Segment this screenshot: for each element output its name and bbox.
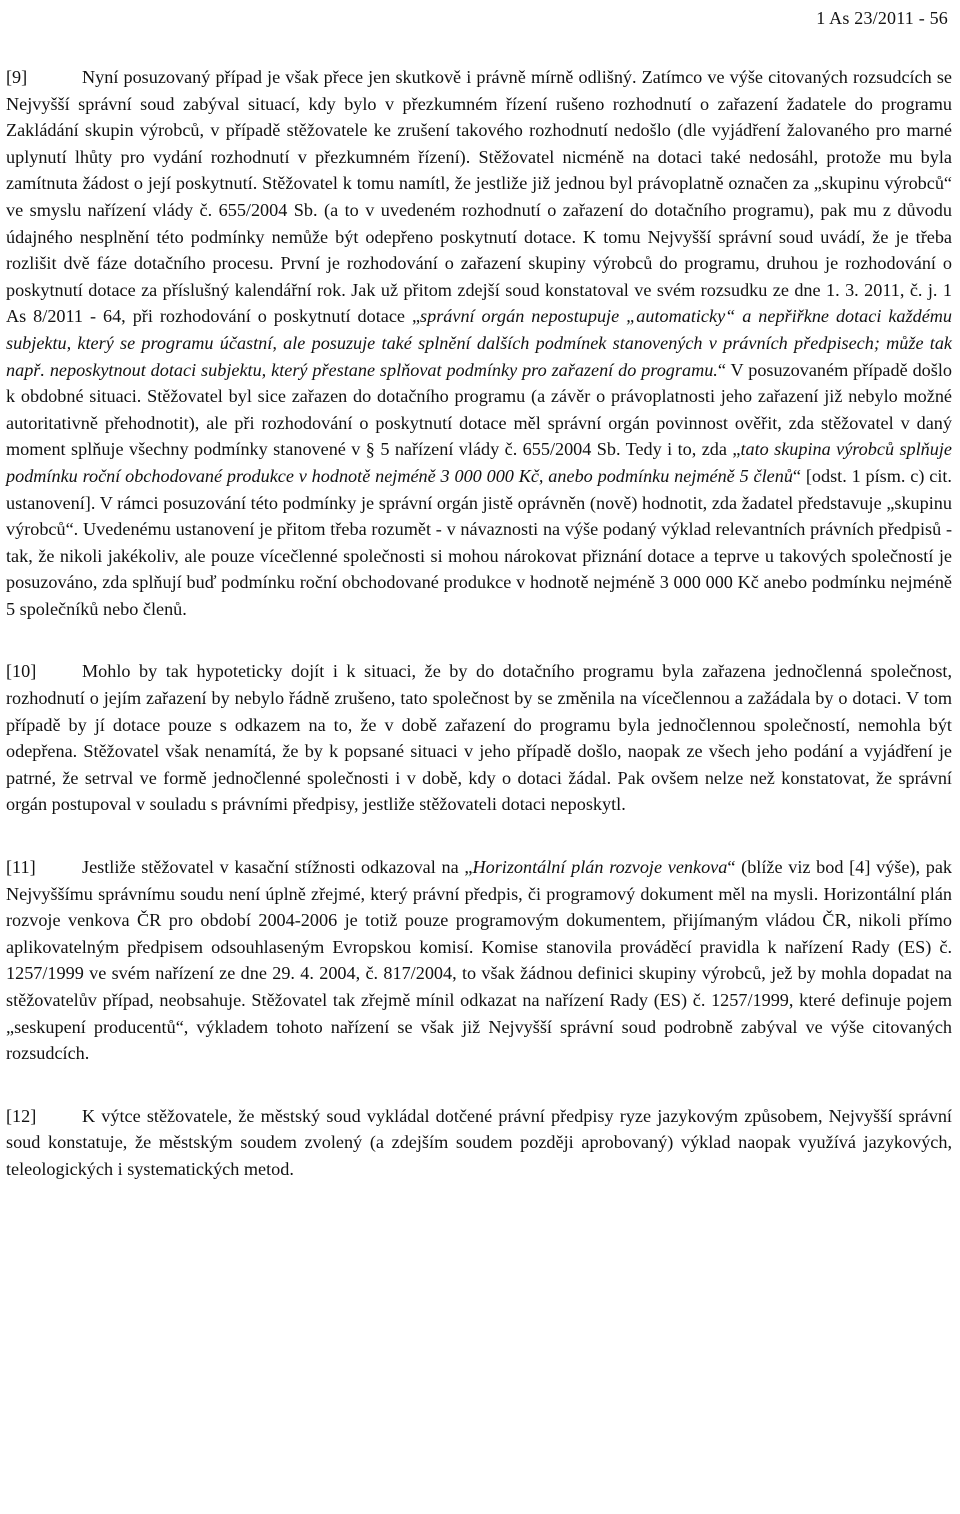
paragraph-text: Jestliže stěžovatel v kasační stížnosti odkazoval na „ [82,857,473,878]
paragraph-12 [6,1103,952,1183]
paragraph-11 [6,854,952,1067]
case-number-header: 1 As 23/2011 - 56 [816,8,948,28]
paragraph-9 [6,64,952,622]
document-body [6,64,952,1219]
paragraph-number: [9] [6,67,28,87]
quoted-text: Horizontální plán rozvoje venkova [472,857,728,878]
quoted-text: správní orgán nepostupuje „automaticky“ a nepřiřkne dotaci každému subjektu, který se programu účastní, ale posuzuje také splnění dalších podmínek stanovených v právních předpisech; může tak např. neposkytnout dotaci subjektu, který přestane splňovat podmínky pro zařazení do programu. [6,306,952,380]
paragraph-text: “ [odst. 1 písm. c) cit. ustanovení]. V rámci posuzování této podmínky je správní orgán jistě oprávněn (nově) hodnotit, zda žadatel představuje „skupinu výrobců“. Uvedenému ustanovení je přitom třeba rozumět - v návaznosti na výše podaný výklad relevantních právních předpisů - tak, že nikoli jakékoliv, ale pouze vícečlenné společnosti si mohou nárokovat přiznání dotace a teprve u takových společností je posuzováno, zda splňují buď podmínku roční obchodované produkce v hodnotě nejméně 3 000 000 Kč anebo podmínku nejméně 5 společníků nebo členů. [6,465,952,619]
paragraph-number: [11] [6,857,36,878]
paragraph-text: K výtce stěžovatele, že městský soud vykládal dotčené právní předpisy ryze jazykovým způsobem, Nejvyšší správní soud konstatuje, že městským soudem zvolený (a zdejším soudem později aprobovaný) výklad naopak využívá jazykových, teleologických i systematických metod. [6,1105,952,1179]
paragraph-text: Nyní posuzovaný případ je však přece jen skutkově i právně mírně odlišný. Zatímco ve výše citovaných rozsudcích se Nejvyšší správní soud zabýval situací, kdy bylo v přezkumném řízení rušeno rozhodnutí o zařazení žadatele do programu Zakládání skupin výrobců, v případě stěžovatele ke zrušení takového rozhodnutí nedošlo (dle vyjádření žalovaného pro marné uplynutí lhůty pro vydání rozhodnutí v přezkumném řízení). Stěžovatel nicméně na dotaci také nedosáhl, protože mu byla zamítnuta žádost o její poskytnutí. Stěžovatel k tomu namítl, že jestliže již jednou byl právoplatně označen za „skupinu výrobců“ ve smyslu nařízení vlády č. 655/2004 Sb. (a to v uvedeném rozhodnutí o zařazení do dotačního programu), pak mu z důvodu údajného nesplnění této podmínky nemůže být odepřeno poskytnutí dotace. K tomu Nejvyšší správní soud uvádí, že je třeba rozlišit dvě fáze dotačního procesu. První je rozhodování o zařazení skupiny výrobců do programu, druhou je rozhodování o poskytnutí dotace za příslušný kalendářní rok. Jak už přitom zdejší soud konstatoval ve svém rozsudku ze dne 1. 3. 2011, č. j. 1 As 8/2011 - 64, při rozhodování o poskytnutí dotace „ [6,67,952,327]
paragraph-text: “ (blíže viz bod [4] výše), pak Nejvyššímu správnímu soudu není úplně zřejmé, který právní předpis, či programový dokument měl na mysli. Horizontální plán rozvoje venkova ČR pro období 2004-2006 je totiž pouze programovým dokumentem, přijímaným vládou ČR, nikoli přímo aplikovatelným předpisem odsouhlaseným Evropskou komisí. Komise stanovila prováděcí pravidla k nařízení Rady (ES) č. 1257/1999 ve svém nařízení ze dne 29. 4. 2004, č. 817/2004, to však žádnou definici skupiny výrobců, jež by mohla dopadat na stěžovatelův případ, neobsahuje. Stěžovatel tak zřejmě mínil odkazat na nařízení Rady (ES) č. 1257/1999, které definuje pojem „seskupení producentů“, výkladem tohoto nařízení se však již Nejvyšší správní soud podrobně zabýval ve výše citovaných rozsudcích. [6,857,953,1064]
quoted-text: tato skupina výrobců splňuje podmínku roční obchodované produkce v hodnotě nejméně 3 000 000 Kč, anebo podmínku nejméně 5 členů [6,439,952,486]
paragraph-text: “ V posuzovaném případě došlo k obdobné situaci. Stěžovatel byl sice zařazen do dotačního programu (a závěr o právoplatnosti jeho zařazení již nebylo možné autoritativně přehodnotit), ale při rozhodování o poskytnutí dotace měl správní orgán povinnost ověřit, zda stěžovatel v daný moment splňuje všechny podmínky stanovené v § 5 nařízení vlády č. 655/2004 Sb. Tedy i to, zda „ [6,359,952,460]
paragraph-10 [6,658,952,818]
paragraph-text: Mohlo by tak hypoteticky dojít i k situaci, že by do dotačního programu byla zařazena jednočlenná společnost, rozhodnutí o jejím zařazení by nebylo řádně zrušeno, tato společnost by se změnila na vícečlennou a zažádala by o dotaci. V tom případě by jí dotace pouze s odkazem na to, že v době zařazení do programu byla jednočlennou společností, nemohla být odepřena. Stěžovatel však nenamítá, že by k popsané situaci v jeho případě došlo, naopak ze všech jeho podání a vyjádření je patrné, že setrval ve formě jednočlenné společnosti i v době, kdy o dotaci žádal. Pak ovšem nelze než konstatovat, že správní orgán postupoval v souladu s právními předpisy, jestliže stěžovateli dotaci neposkytl. [6,661,952,815]
paragraph-number: [12] [6,1105,37,1126]
paragraph-number: [10] [6,661,37,682]
